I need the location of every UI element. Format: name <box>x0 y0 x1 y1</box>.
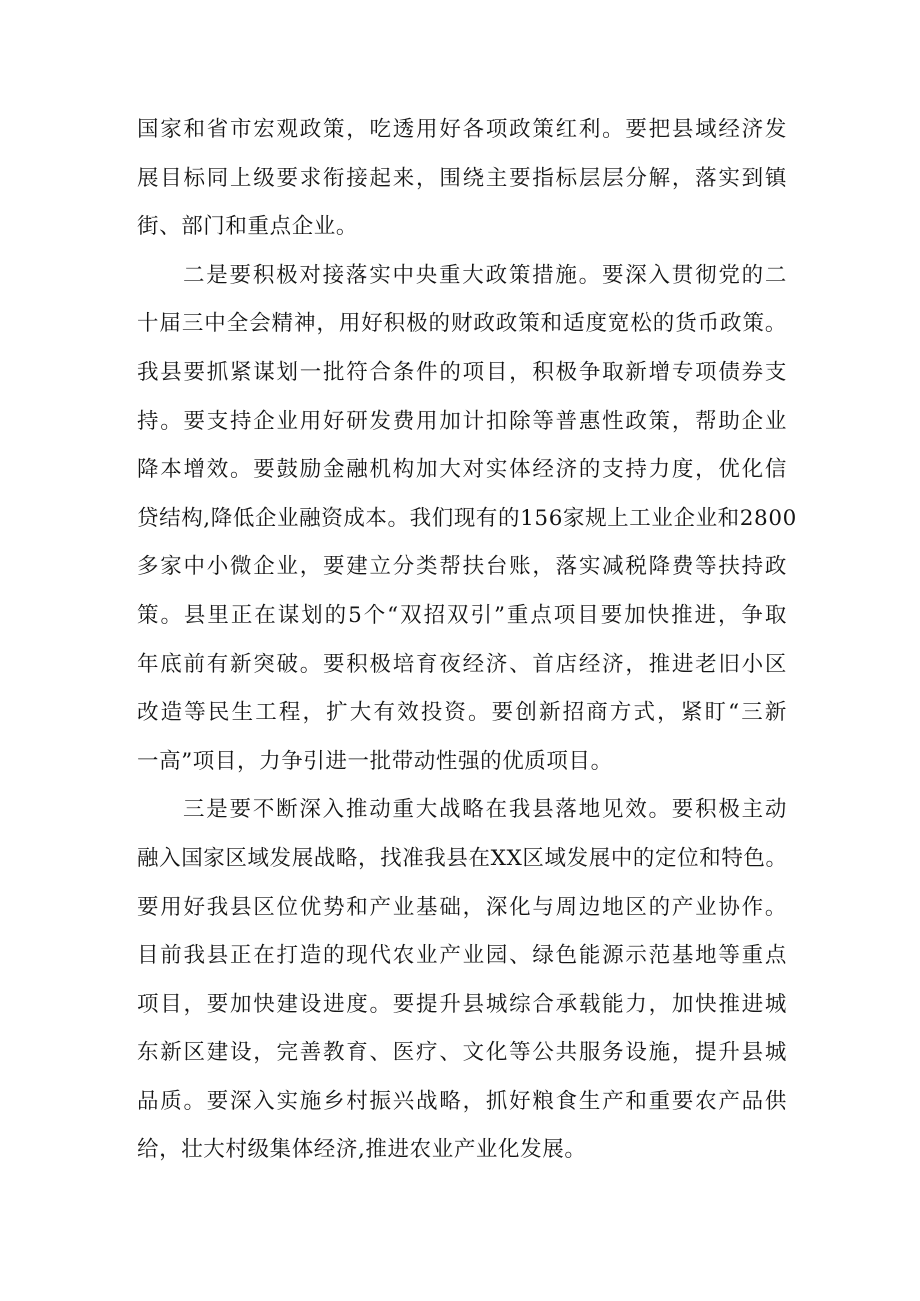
text-line: 国家和省市宏观政策，吃透用好各项政策红利。要把县域经济发 <box>137 117 787 142</box>
text-line: 一高”项目，力争引进一批带动性强的优质项目。 <box>137 748 613 774</box>
text-line: 持。要支持企业用好研发费用加计扣除等普惠性政策，帮助企业 <box>137 408 787 434</box>
paragraph-1 <box>137 106 787 252</box>
text-line: 融入国家区域发展战略，找准我县在XX区域发展中的定位和特色。 <box>137 845 788 871</box>
text-line: 年底前有新突破。要积极培育夜经济、首店经济，推进老旧小区 <box>137 651 787 677</box>
text-line: 贷结构,降低企业融资成本。我们现有的156家规上工业企业和2800 <box>137 505 797 531</box>
text-line: 品质。要深入实施乡村振兴战略，抓好粮食生产和重要农产品供 <box>137 1088 787 1114</box>
text-line: 东新区建设，完善教育、医疗、文化等公共服务设施，提升县城 <box>137 1040 787 1066</box>
text-line: 策。县里正在谋划的5个“双招双引”重点项目要加快推进，争取 <box>137 602 787 628</box>
text-line: 我县要抓紧谋划一批符合条件的项目，积极争取新增专项债券支 <box>137 359 787 385</box>
document-body <box>137 106 797 1175</box>
text-line: 降本增效。要鼓励金融机构加大对实体经济的支持力度，优化信 <box>137 457 787 483</box>
text-line: 二是要积极对接落实中央重大政策措施。要深入贯彻党的二 <box>183 262 787 288</box>
text-line: 要用好我县区位优势和产业基础，深化与周边地区的产业协作。 <box>137 894 787 920</box>
paragraph-2 <box>137 252 797 787</box>
text-line: 项目，要加快建设进度。要提升县城综合承载能力，加快推进城 <box>137 991 787 1017</box>
text-line: 街、部门和重点企业。 <box>137 214 359 240</box>
text-line: 三是要不断深入推动重大战略在我县落地见效。要积极主动 <box>183 797 787 823</box>
text-line: 给，壮大村级集体经济,推进农业产业化发展。 <box>137 1137 587 1163</box>
text-line: 改造等民生工程，扩大有效投资。要创新招商方式，紧盯“三新 <box>137 700 787 726</box>
text-line: 多家中小微企业，要建立分类帮扶台账，落实减税降费等扶持政 <box>137 554 787 580</box>
paragraph-3 <box>137 786 787 1175</box>
text-line: 展目标同上级要求衔接起来，围绕主要指标层层分解，落实到镇 <box>137 165 787 191</box>
text-line: 十届三中全会精神，用好积极的财政政策和适度宽松的货币政策。 <box>137 311 787 337</box>
text-line: 目前我县正在打造的现代农业产业园、绿色能源示范基地等重点 <box>137 943 787 969</box>
